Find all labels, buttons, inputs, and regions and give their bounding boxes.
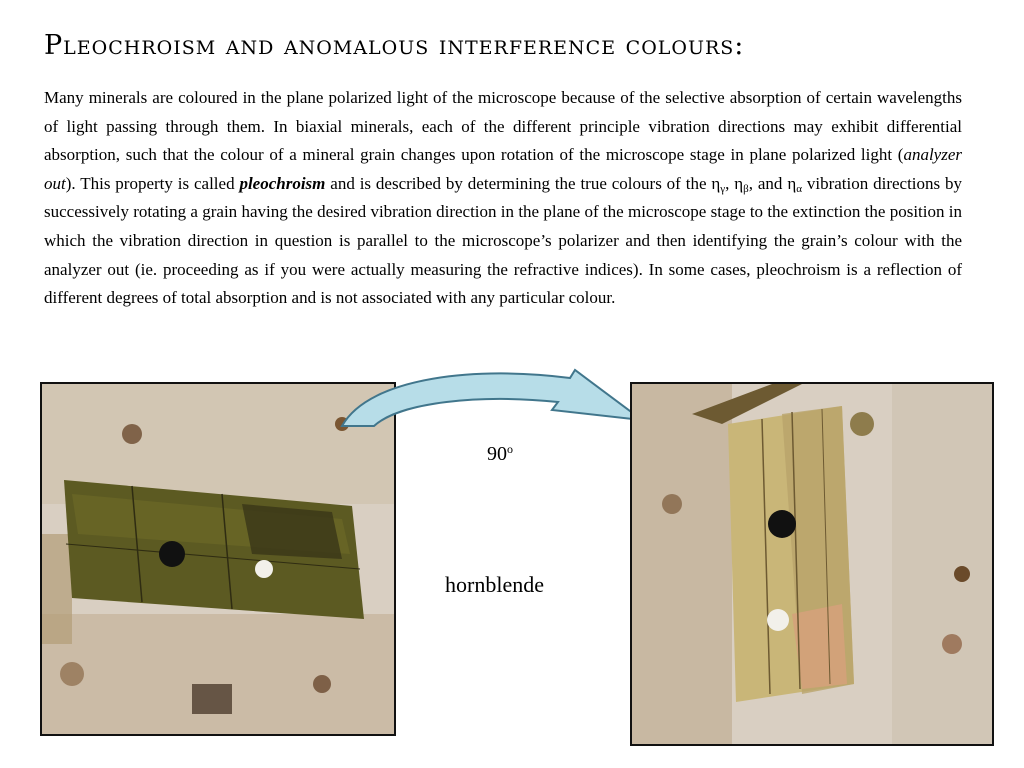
body-paragraph bbox=[44, 84, 962, 313]
rotation-value: 90 bbox=[487, 443, 507, 465]
analyzer-out-term: analyzer out bbox=[44, 145, 962, 193]
eta-symbol: η bbox=[787, 173, 797, 193]
rotation-angle-label bbox=[487, 443, 513, 466]
eta-symbol: η bbox=[711, 173, 721, 193]
beta-subscript: β bbox=[743, 182, 749, 195]
separator-2: , and bbox=[748, 173, 788, 193]
page-title: Pleochroism and anomalous interference colours: bbox=[44, 30, 745, 61]
arrow-shape bbox=[342, 370, 642, 426]
pleochroism-term: pleochroism bbox=[239, 173, 326, 193]
text-part-1: Many minerals are coloured in the plane polarized light of the microscope because of the selective absorption of certain wavelengths of light passing through them. In biaxial minerals, each of the different principle vibration directions may exhibit differential absorption, such that the colour of a mineral grain changes upon rotation of the microscope stage in plane polarized light ( bbox=[44, 88, 962, 165]
separator-1: , bbox=[725, 173, 735, 193]
text-part-2: ). This property is called bbox=[65, 173, 240, 193]
gamma-subscript: γ bbox=[720, 182, 726, 195]
micrograph-image bbox=[632, 384, 992, 744]
rotation-arrow-icon bbox=[330, 366, 660, 436]
mineral-name-label: hornblende bbox=[445, 572, 544, 597]
text-part-4: vibration directions by successively rotating a grain having the desired vibration direction in the plane of the microscope stage to the extinction the position in which the vibration direction in question is parallel to the microscope’s polarizer and then identifying the grain’s colour with the analyzer out (ie. proceeding as if you were actually measuring the refractive indices). In some cases, pleochroism is a reflection of different degrees of total absorption and is not associated with any particular colour. bbox=[44, 173, 963, 308]
hornblende-photo-after-rotation bbox=[630, 382, 994, 746]
alpha-subscript: α bbox=[796, 182, 802, 195]
eta-symbol: η bbox=[734, 173, 744, 193]
degree-symbol: o bbox=[507, 442, 513, 456]
text-part-3: and is described by determining the true colours of the bbox=[325, 173, 712, 193]
micrograph-image bbox=[42, 384, 394, 734]
